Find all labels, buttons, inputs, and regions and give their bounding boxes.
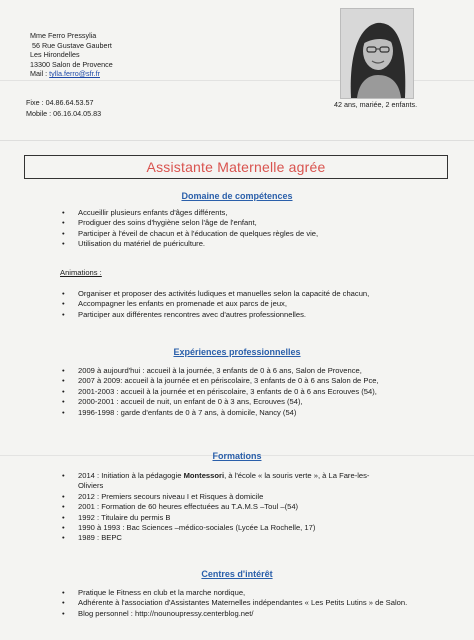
list-item: • 2001 : Formation de 60 heures effectuées au T.A.M.S –Toul –(54) <box>62 502 392 512</box>
list-item: • 2012 : Premiers secours niveau I et Risques à domicile <box>62 492 392 502</box>
domaine-list <box>62 208 318 250</box>
list-item: • Accueillir plusieurs enfants d'âges différents, <box>62 208 318 218</box>
list-item: • Adhérente à l'association d'Assistantes Maternelles indépendantes « Les Petits Lutins » de Salon. <box>62 598 422 608</box>
formation-text: , à l'école « la souris verte », à La Fare-les-Oliviers <box>78 471 370 491</box>
section-heading-centres: Centres d'intérêt <box>201 569 273 579</box>
fixe-phone: Fixe : 04.86.64.53.57 <box>26 98 94 107</box>
list-item: • Participer aux différentes rencontres avec d'autres professionnelles. <box>62 310 369 320</box>
address-line-2: Les Hirondelles <box>30 50 80 60</box>
formations-list <box>62 471 392 544</box>
list-item: • Prodiguer des soins d'hygiène selon l'âge de l'enfant, <box>62 218 318 228</box>
list-item: • Accompagner les enfants en promenade et aux parcs de jeux, <box>62 299 369 309</box>
list-item: • 1989 : BEPC <box>62 533 392 543</box>
list-item: • Organiser et proposer des activités ludiques et manuelles selon la capacité de chacun, <box>62 289 369 299</box>
mail-link[interactable]: tylla.ferro@sfr.fr <box>49 69 100 79</box>
mail-line <box>30 69 113 79</box>
phone-block <box>26 98 101 119</box>
list-item: • 1992 : Titulaire du permis B <box>62 513 392 523</box>
candidate-name: Mme Ferro Pressylia <box>30 31 97 40</box>
section-heading-experiences: Expériences professionnelles <box>173 347 301 357</box>
page-title: Assistante Maternelle agrée <box>24 155 448 179</box>
list-item: • Utilisation du matériel de puériculture. <box>62 239 318 249</box>
experiences-list <box>62 366 379 418</box>
list-item: • 2007 à 2009: accueil à la journée et en périscolaire, 3 enfants de 0 à 6 ans Salon de Pce, <box>62 376 379 386</box>
mobile-phone: Mobile : 06.16.04.05.83 <box>26 108 102 118</box>
formation-bold: Montessori <box>183 471 225 480</box>
personal-info: 42 ans, mariée, 2 enfants. <box>334 100 418 109</box>
list-item: • 2001-2003 : accueil à la journée et en périscolaire, 3 enfants de 0 à 6 ans Ecrouves (54), <box>62 387 379 397</box>
list-item: • Pratique le Fitness en club et la marche nordique, <box>62 588 422 598</box>
section-heading-formations: Formations <box>212 451 262 461</box>
portrait-illustration <box>341 9 413 98</box>
list-item: • 1996-1998 : garde d'enfants de 0 à 7 ans, à domicile, Nancy (54) <box>62 408 379 418</box>
formation-text: 2014 : Initiation à la pédagogie <box>78 471 184 480</box>
section-heading-domaine: Domaine de compétences <box>181 191 293 201</box>
animations-label: Animations : <box>60 268 102 277</box>
list-item: • Blog personnel : http://nounoupressy.centerblog.net/ <box>62 609 422 619</box>
portrait-photo <box>340 8 414 99</box>
address-line-3: 13300 Salon de Provence <box>30 59 113 69</box>
scan-line <box>0 140 474 141</box>
list-item <box>62 471 392 492</box>
animations-list <box>62 289 369 320</box>
centres-list <box>62 588 422 619</box>
list-item: • 2000-2001 : accueil de nuit, un enfant de 0 à 3 ans, Ecrouves (54), <box>62 397 379 407</box>
contact-block <box>30 31 113 79</box>
list-item: • 2009 à aujourd'hui : accueil à la journée, 3 enfants de 0 à 6 ans, Salon de Provence, <box>62 366 379 376</box>
list-item: • 1990 à 1993 : Bac Sciences –médico-sociales (Lycée La Rochelle, 17) <box>62 523 392 533</box>
list-item: • Participer à l'éveil de chacun et à l'éducation de quelques règles de vie, <box>62 229 318 239</box>
mail-label: Mail : <box>30 69 50 79</box>
address-line-1: 56 Rue Gustave Gaubert <box>32 40 112 50</box>
